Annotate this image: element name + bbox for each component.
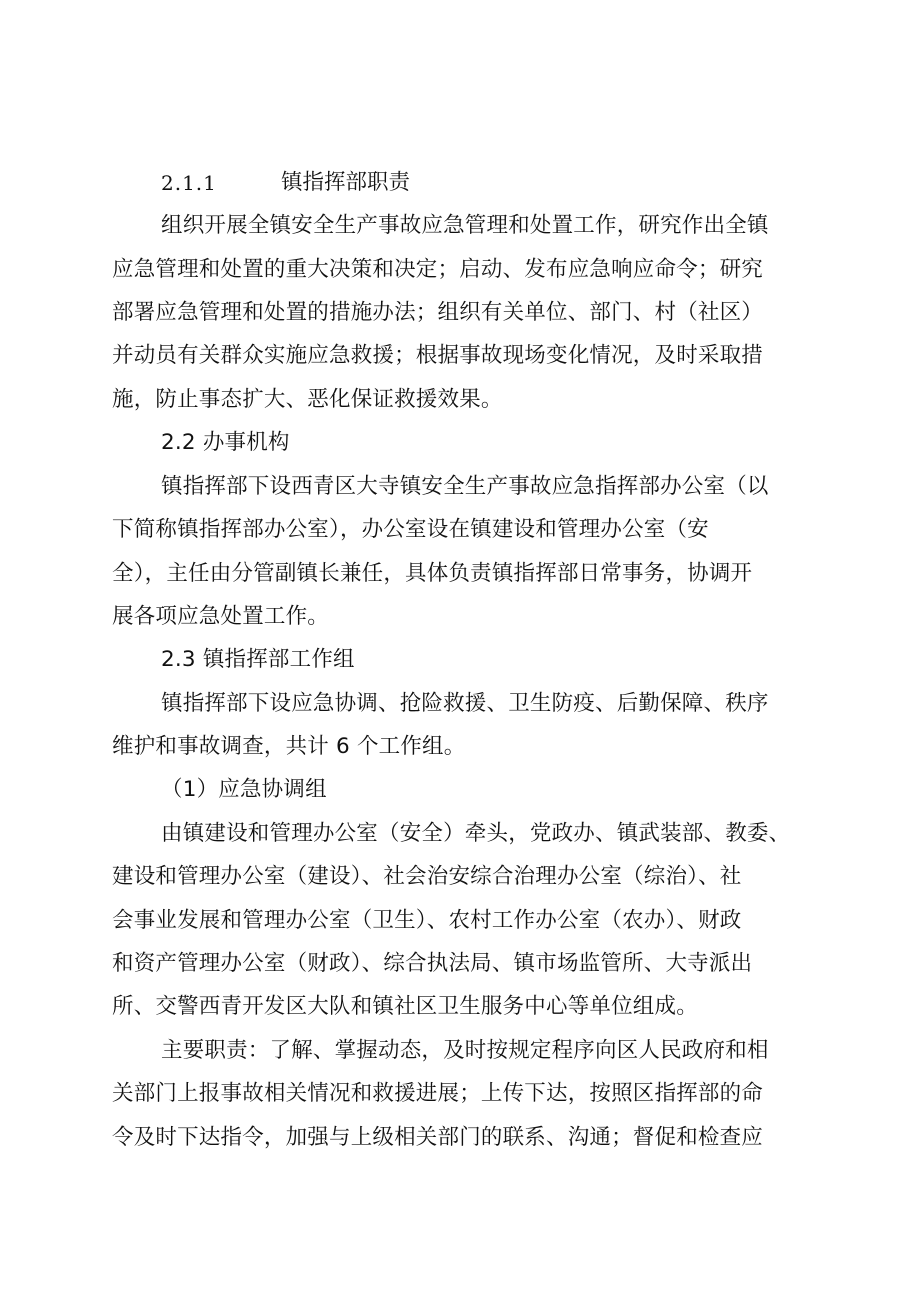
paragraph-line: 建设和管理办公室（建设）、社会治安综合治理办公室（综治）、社 xyxy=(112,864,742,889)
paragraph-line: 关部门上报事故相关情况和救援进展；上传下达，按照区指挥部的命 xyxy=(112,1081,764,1106)
paragraph-line: 令及时下达指令，加强与上级相关部门的联系、沟通；督促和检查应 xyxy=(112,1125,764,1150)
paragraph-line: 下简称镇指挥部办公室），办公室设在镇建设和管理办公室（安 xyxy=(112,517,709,542)
paragraph-line: 会事业发展和管理办公室（卫生）、农村工作办公室（农办）、财政 xyxy=(112,908,742,933)
paragraph-line: 施，防止事态扩大、恶化保证救援效果。 xyxy=(112,387,503,412)
section-number: 2.1.1 xyxy=(161,171,217,195)
paragraph-line: 镇指挥部下设西青区大寺镇安全生产事故应急指挥部办公室（以 xyxy=(161,474,769,499)
paragraph-line: 并动员有关群众实施应急救援；根据事故现场变化情况，及时采取措 xyxy=(112,343,764,368)
paragraph-line: 全），主任由分管副镇长兼任，具体负责镇指挥部日常事务，协调开 xyxy=(112,561,753,586)
paragraph-line: 组织开展全镇安全生产事故应急管理和处置工作，研究作出全镇 xyxy=(161,213,769,238)
paragraph-line: 所、交警西青开发区大队和镇社区卫生服务中心等单位组成。 xyxy=(112,994,698,1019)
paragraph-line: 部署应急管理和处置的措施办法；组织有关单位、部门、村（社区） xyxy=(112,300,764,325)
section-title: 镇指挥部职责 xyxy=(281,170,411,195)
paragraph-line: 镇指挥部下设应急协调、抢险救援、卫生防疫、后勤保障、秩序 xyxy=(161,691,769,716)
paragraph-line: 主要职责：了解、掌握动态，及时按规定程序向区人民政府和相 xyxy=(161,1038,769,1063)
paragraph-line: 由镇建设和管理办公室（安全）牵头，党政办、镇武装部、教委、 xyxy=(161,821,791,846)
section-heading: 2.2 办事机构 xyxy=(161,430,290,455)
paragraph-line: 和资产管理办公室（财政）、综合执法局、镇市场监管所、大寺派出 xyxy=(112,951,753,976)
paragraph-line: 应急管理和处置的重大决策和决定；启动、发布应急响应命令；研究 xyxy=(112,257,764,282)
section-heading: 2.3 镇指挥部工作组 xyxy=(161,647,355,672)
paragraph-line: 展各项应急处置工作。 xyxy=(112,604,330,629)
group-heading: （1）应急协调组 xyxy=(161,777,327,802)
paragraph-line: 维护和事故调查，共计 6 个工作组。 xyxy=(112,734,466,759)
